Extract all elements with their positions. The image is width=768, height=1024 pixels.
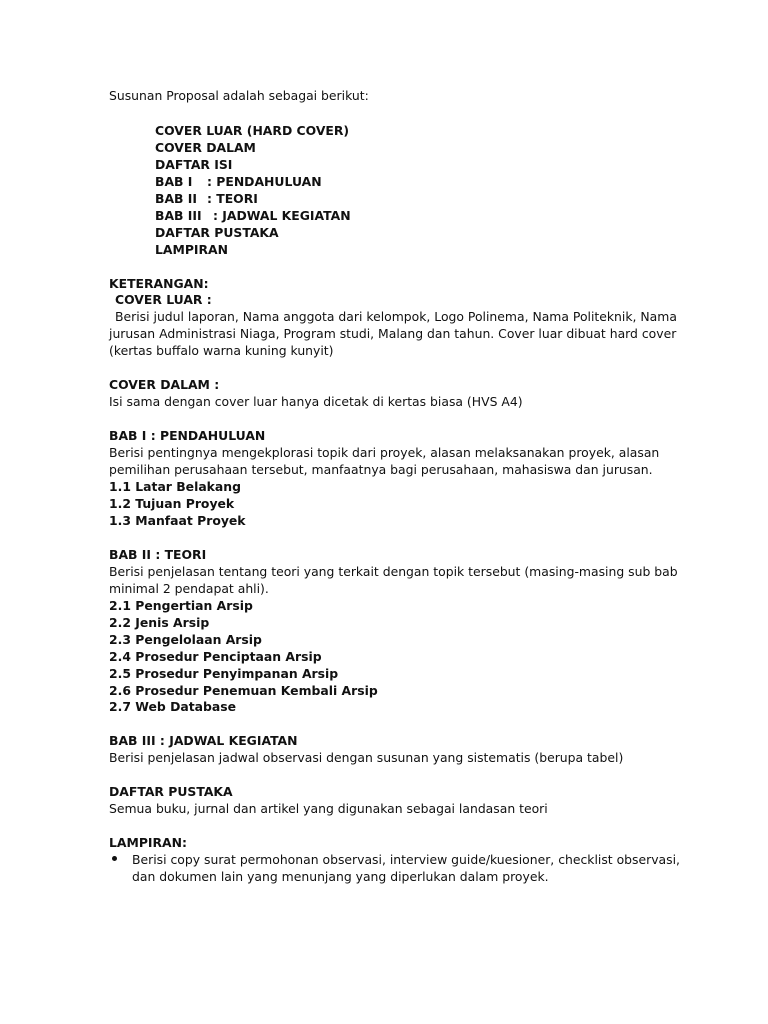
outline-item (155, 207, 351, 224)
section-heading: BAB I : PENDAHULUAN (109, 428, 266, 443)
subsection-item: 2.1 Pengertian Arsip (109, 598, 253, 613)
outline-label: BAB III (155, 208, 202, 223)
subsection-item: 1.3 Manfaat Proyek (109, 513, 246, 528)
paragraph-line: Isi sama dengan cover luar hanya dicetak di kertas biasa (HVS A4) (109, 394, 523, 409)
outline-item: COVER DALAM (155, 140, 256, 155)
subsection-item: 1.1 Latar Belakang (109, 479, 241, 494)
paragraph-line: pemilihan perusahaan tersebut, manfaatnya bagi perusahaan, mahasiswa dan jurusan. (109, 462, 653, 477)
paragraph-line: (kertas buffalo warna kuning kunyit) (109, 343, 334, 358)
paragraph-line: Berisi judul laporan, Nama anggota dari kelompok, Logo Polinema, Nama Politeknik, Nama (115, 309, 677, 324)
section-heading: COVER LUAR : (115, 292, 212, 307)
paragraph-line: Berisi pentingnya mengekplorasi topik dari proyek, alasan melaksanakan proyek, alasan (109, 445, 660, 460)
outline-label: BAB I (155, 174, 193, 189)
intro-text: Susunan Proposal adalah sebagai berikut: (109, 88, 369, 103)
outline-item: DAFTAR PUSTAKA (155, 225, 279, 240)
subsection-item: 2.5 Prosedur Penyimpanan Arsip (109, 666, 339, 681)
outline-item (155, 190, 258, 207)
subsection-item: 2.6 Prosedur Penemuan Kembali Arsip (109, 683, 378, 698)
section-heading: DAFTAR PUSTAKA (109, 784, 233, 799)
paragraph-line: jurusan Administrasi Niaga, Program studi, Malang dan tahun. Cover luar dibuat hard cover (109, 326, 677, 341)
section-heading: BAB II : TEORI (109, 547, 207, 562)
outline-item (155, 173, 322, 190)
bullet-line: dan dokumen lain yang menunjang yang diperlukan dalam proyek. (132, 869, 549, 884)
paragraph-line: Berisi penjelasan jadwal observasi dengan susunan yang sistematis (berupa tabel) (109, 750, 624, 765)
section-heading: LAMPIRAN: (109, 835, 187, 850)
subsection-item: 2.4 Prosedur Penciptaan Arsip (109, 649, 322, 664)
bullet-line: Berisi copy surat permohonan observasi, interview guide/kuesioner, checklist observasi, (132, 852, 680, 867)
outline-item: COVER LUAR (HARD COVER) (155, 123, 350, 138)
paragraph-line: minimal 2 pendapat ahli). (109, 581, 269, 596)
subsection-item: 2.3 Pengelolaan Arsip (109, 632, 262, 647)
paragraph-line: Semua buku, jurnal dan artikel yang digunakan sebagai landasan teori (109, 801, 548, 816)
section-heading: COVER DALAM : (109, 377, 220, 392)
section-heading: BAB III : JADWAL KEGIATAN (109, 733, 298, 748)
bullet-dot (112, 856, 117, 861)
subsection-item: 2.2 Jenis Arsip (109, 615, 210, 630)
subsection-item: 2.7 Web Database (109, 699, 237, 714)
section-heading: KETERANGAN: (109, 276, 209, 291)
outline-title: : JADWAL KEGIATAN (213, 208, 351, 223)
outline-title: : PENDAHULUAN (207, 174, 322, 189)
subsection-item: 1.2 Tujuan Proyek (109, 496, 235, 511)
outline-item: DAFTAR ISI (155, 157, 233, 172)
paragraph-line: Berisi penjelasan tentang teori yang terkait dengan topik tersebut (masing-masing sub bab (109, 564, 678, 579)
outline-label: BAB II (155, 191, 198, 206)
outline-title: : TEORI (207, 191, 258, 206)
outline-item: LAMPIRAN (155, 242, 229, 257)
